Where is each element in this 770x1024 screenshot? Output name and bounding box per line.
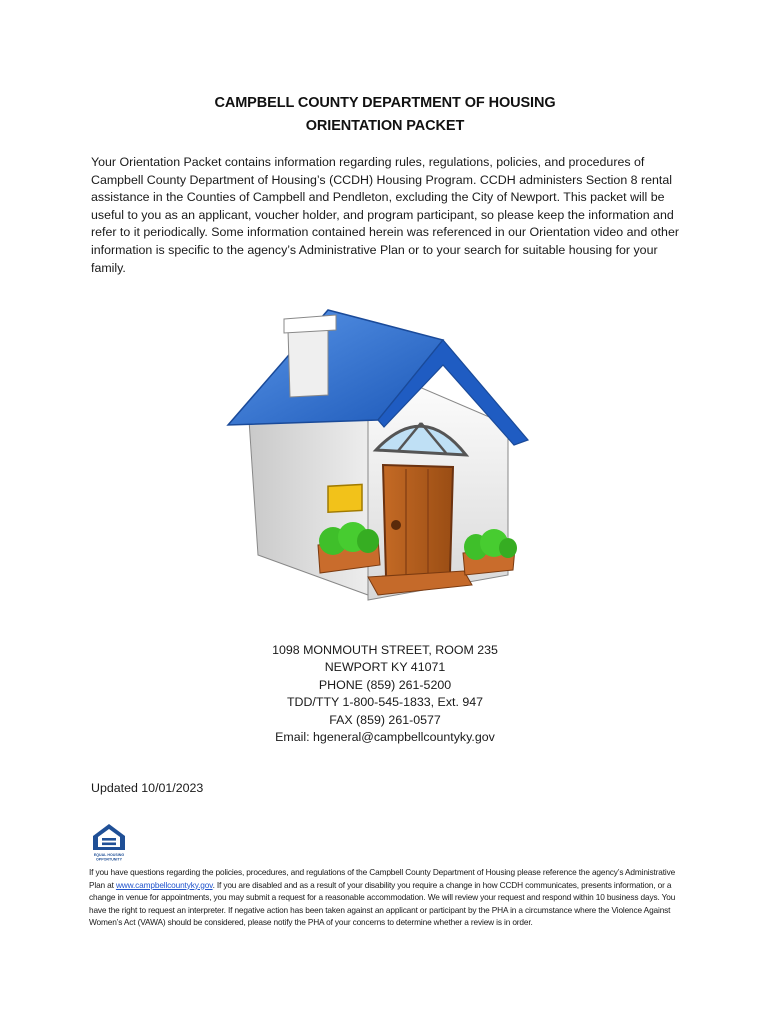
page-title: CAMPBELL COUNTY DEPARTMENT OF HOUSING <box>214 95 556 111</box>
updated-date: Updated 10/01/2023 <box>91 781 204 795</box>
equal-housing-opportunity-logo <box>89 822 129 864</box>
fax-number: FAX (859) 261-0577 <box>329 712 441 727</box>
phone-number: PHONE (859) 261-5200 <box>318 677 452 692</box>
footer-text-before-link: If you have questions regarding the policies, procedures, and regulations of the Campbell County Department of Housing please reference the agency’s Administrative Plan at <box>89 867 676 890</box>
website-link[interactable]: www.campbellcountyky.gov <box>115 879 213 890</box>
tdd-number: TDD/TTY 1-800-545-1833, Ext. 947 <box>286 695 484 710</box>
email-address[interactable]: Email: hgeneral@campbellcountyky.gov <box>275 730 495 745</box>
house-illustration <box>218 305 558 615</box>
intro-paragraph: Your Orientation Packet contains information regarding rules, regulations, policies, and procedures of Campbell County Department of Housing’s (CCDH) Housing Program. CCDH administers Section 8 rental assistance in the Counties of Campbell and Pendleton, excluding the City of Newport. This packet will be useful to you as an applicant, voucher holder, and program participant, so please keep the information and refer to it periodically. Some information contained herein was referenced in our Orientation video and other information is specific to the agency’s Administrative Plan or to your search for suitable housing for your family. <box>91 155 679 275</box>
footer-notice <box>89 866 687 929</box>
contact-address-block <box>0 642 770 746</box>
footer-text-after-link: . If you are disabled and as a result of your disability you require a change in how CCDH communicates, presents information, or a change in venue for appointments, you may submit a request for a reasonable accommodation. We will review your request and respond within 10 business days. You have the right to request an interpreter. If negative action has been taken against an applicant or participant by the PHA in a circumstance where the Violence Against Women’s Act (VAWA) should be considered, please notify the PHA of your concerns to determine whether a review is in order. <box>89 879 676 928</box>
eho-text-line2: OPPORTUNITY <box>96 857 122 862</box>
page-subtitle: ORIENTATION PACKET <box>305 118 465 134</box>
address-city: NEWPORT KY 41071 <box>324 660 446 675</box>
eho-text-line1: EQUAL HOUSING <box>93 853 125 857</box>
address-street: 1098 MONMOUTH STREET, ROOM 235 <box>272 643 498 657</box>
